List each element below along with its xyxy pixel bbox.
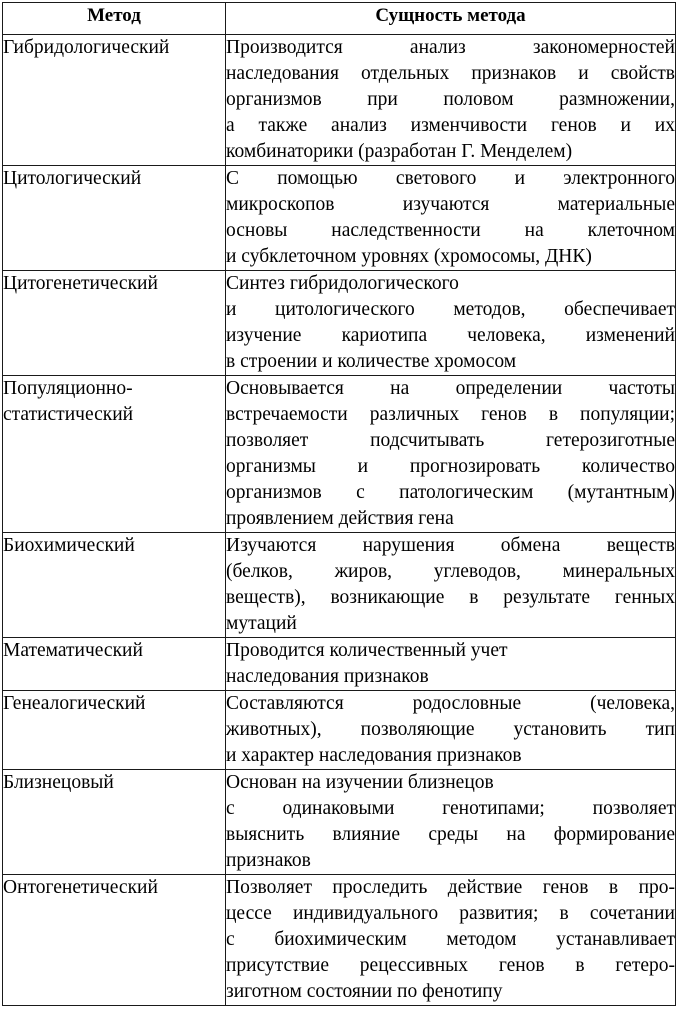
method-essence-cell — [226, 770, 676, 875]
method-essence-line: организмов при половом размножении, — [226, 89, 675, 110]
method-essence-line: комбинаторики (разработан Г. Менделем) — [226, 141, 573, 162]
method-essence-line: (белков, жиров, углеводов, минеральных — [226, 561, 675, 582]
method-essence-line: микроскопов изучаются материальные — [226, 194, 675, 215]
table-header-row — [3, 3, 676, 35]
method-essence-line: организмов с патологическим (мутантным) — [226, 482, 675, 503]
method-essence-line: Проводится количественный учет — [226, 640, 508, 661]
methods-table — [2, 2, 676, 1006]
method-essence-line: а также анализ изменчивости генов и их — [226, 115, 675, 136]
method-name-line: Генеалогический — [3, 693, 146, 714]
method-essence-line: и характер наследования признаков — [226, 745, 522, 766]
method-essence-cell — [226, 875, 676, 1006]
table-row — [3, 638, 676, 691]
method-essence-line: встречаемости различных генов в популяции; — [226, 404, 675, 425]
method-essence-line: основы наследственности на клеточном — [226, 220, 675, 241]
method-essence-line: зиготном состоянии по фенотипу — [226, 981, 503, 1002]
method-essence-line: Основан на изучении близнецов — [226, 772, 494, 793]
method-essence-line: веществ), возникающие в результате генных — [226, 587, 675, 608]
method-essence-cell — [226, 271, 676, 376]
method-essence-cell — [226, 638, 676, 691]
method-name-cell — [3, 533, 226, 638]
method-name-line: Популяционно- — [3, 378, 133, 399]
method-name-cell — [3, 770, 226, 875]
method-name-line: Цитологический — [3, 168, 142, 189]
method-essence-line: Основывается на определении частоты — [226, 378, 675, 399]
table-row — [3, 875, 676, 1006]
method-name-line: Цитогенетический — [3, 273, 158, 294]
method-name-line: Математический — [3, 640, 143, 661]
method-name-cell — [3, 875, 226, 1006]
method-essence-line: наследования отдельных признаков и свойств — [226, 63, 675, 84]
method-essence-line: изучение кариотипа человека, изменений — [226, 325, 675, 346]
method-essence-line: С помощью светового и электронного — [226, 168, 675, 189]
table-body — [3, 35, 676, 1006]
method-essence-line: в строении и количестве хромосом — [226, 351, 517, 372]
table-row — [3, 376, 676, 533]
method-essence-line: проявлением действия гена — [226, 508, 454, 529]
table-row — [3, 533, 676, 638]
method-essence-line: с биохимическим методом устанавливает — [226, 929, 675, 950]
method-essence-line: Составляются родословные (человека, — [226, 693, 675, 714]
method-essence-line: и цитологического методов, обеспечивает — [226, 299, 675, 320]
method-essence-line: Производится анализ закономерностей — [226, 37, 675, 58]
method-name-line: статистический — [3, 404, 134, 425]
table-row — [3, 691, 676, 770]
method-essence-cell — [226, 35, 676, 166]
method-essence-cell — [226, 691, 676, 770]
method-essence-line: признаков — [226, 850, 311, 871]
header-essence: Сущность метода — [226, 3, 676, 35]
method-essence-cell — [226, 376, 676, 533]
method-essence-line: Позволяет проследить действие генов в про- — [226, 877, 675, 898]
table-row — [3, 166, 676, 271]
method-name-line: Гибридологический — [3, 37, 170, 58]
header-method: Метод — [3, 3, 226, 35]
method-essence-line: и субклеточном уровнях (хромосомы, ДНК) — [226, 246, 592, 267]
method-name-cell — [3, 638, 226, 691]
method-name-cell — [3, 35, 226, 166]
method-name-line: Биохимический — [3, 535, 135, 556]
method-name-cell — [3, 691, 226, 770]
method-essence-cell — [226, 533, 676, 638]
method-essence-line: Изучаются нарушения обмена веществ — [226, 535, 675, 556]
method-essence-line: выяснить влияние среды на формирование — [226, 824, 675, 845]
method-essence-line: Синтез гибридологического — [226, 273, 459, 294]
method-essence-line: организмы и прогнозировать количество — [226, 456, 675, 477]
method-name-cell — [3, 271, 226, 376]
method-name-line: Близнецовый — [3, 772, 114, 793]
table-row — [3, 770, 676, 875]
method-essence-cell — [226, 166, 676, 271]
method-essence-line: присутствие рецессивных генов в гетеро- — [226, 955, 675, 976]
method-name-cell — [3, 166, 226, 271]
method-essence-line: позволяет подсчитывать гетерозиготные — [226, 430, 675, 451]
method-essence-line: наследования признаков — [226, 666, 429, 687]
method-essence-line: с одинаковыми генотипами; позволяет — [226, 798, 675, 819]
method-essence-line: мутаций — [226, 613, 297, 634]
method-name-line: Онтогенетический — [3, 877, 158, 898]
method-name-cell — [3, 376, 226, 533]
method-essence-line: цессе индивидуального развития; в сочетании — [226, 903, 675, 924]
table-row — [3, 271, 676, 376]
table-row — [3, 35, 676, 166]
method-essence-line: животных), позволяющие установить тип — [226, 719, 675, 740]
